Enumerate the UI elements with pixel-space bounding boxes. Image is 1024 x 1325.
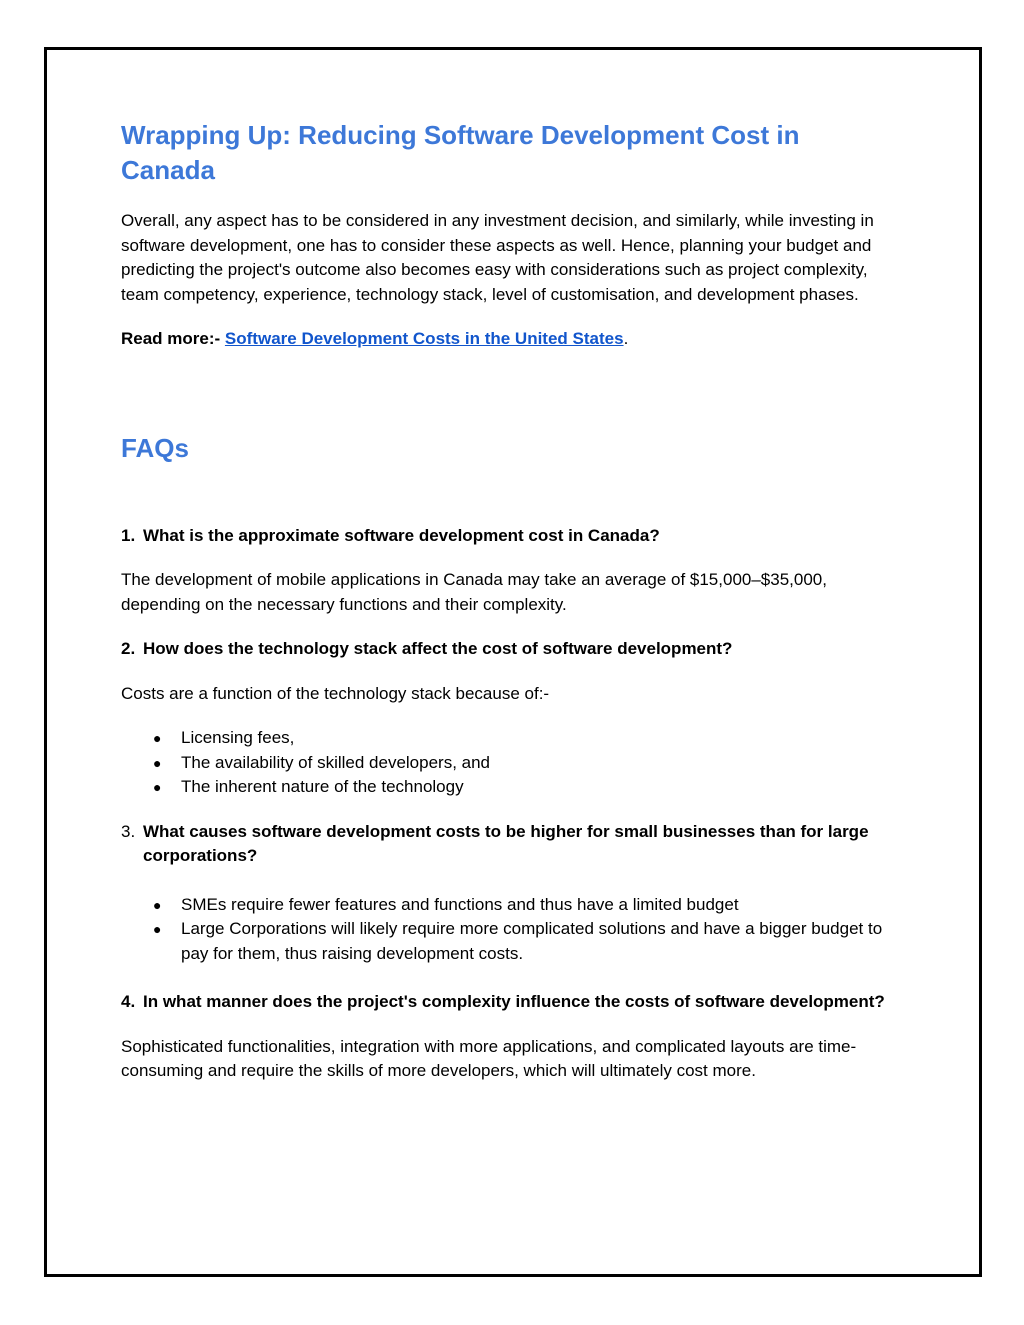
bullet-icon: ●	[153, 779, 162, 795]
list-item: ● Large Corporations will likely require more complicated solutions and have a bigger budget to pay for them, thus raising development costs.	[153, 919, 883, 963]
faq-number-2: 2.	[121, 639, 136, 658]
heading-line-2: Canada	[121, 155, 215, 185]
bullet-icon: ●	[153, 730, 162, 746]
faq-answer-1: The development of mobile applications in Canada may take an average of $15,000–$35,000, depending on the necessary functions and their complexity.	[121, 570, 827, 614]
faq-question-2	[121, 637, 901, 662]
bullet-icon: ●	[153, 896, 162, 913]
list-item: ● SMEs require fewer features and functions and thus have a limited budget	[121, 893, 901, 918]
faq-question-4-text: In what manner does the project's complexity influence the costs of software development?	[143, 992, 885, 1011]
read-more-line	[121, 327, 901, 352]
heading-line-1: Wrapping Up: Reducing Software Development Cost in	[121, 120, 800, 150]
document-body	[121, 118, 901, 1084]
section-heading-wrapping-up	[121, 118, 901, 188]
faq-question-3-text: What causes software development costs to be higher for small businesses than for large corporations?	[143, 821, 869, 865]
bullet-icon: ●	[153, 921, 162, 937]
faq-question-3	[121, 820, 901, 869]
list-item: ● Licensing fees,	[121, 726, 901, 751]
read-more-label: Read more:-	[121, 329, 225, 348]
read-more-period: .	[623, 329, 629, 348]
read-more-link[interactable]: Software Development Costs in the United States	[224, 329, 624, 348]
summary-paragraph: Overall, any aspect has to be considered in any investment decision, and similarly, while investing in software development, one has to consider these aspects as well. Hence, planning your budget and predicting the project's outcome also becomes easy with considerations such as project complexity, team competency, experience, technology stack, level of customisation, and development phases.	[121, 211, 874, 304]
faq-number-3: 3.	[121, 821, 136, 841]
faq-question-1-text: What is the approximate software development cost in Canada?	[143, 525, 660, 545]
faq-number-4: 4.	[121, 992, 136, 1011]
faq-answer-4: Sophisticated functionalities, integration with more applications, and complicated layouts are time-consuming and require the skills of more developers, which will ultimately cost more.	[121, 1036, 857, 1080]
faq-question-4	[121, 990, 901, 1015]
list-item: ● The availability of skilled developers, and	[121, 751, 901, 776]
faq-question-2-text: How does the technology stack affect the cost of software development?	[143, 639, 733, 658]
faqs-heading: FAQs	[121, 432, 189, 463]
bullet-icon: ●	[153, 754, 162, 771]
faq-number-1: 1.	[121, 525, 136, 545]
list-item: ● The inherent nature of the technology	[121, 775, 901, 800]
faq-question-1	[121, 524, 901, 549]
faq-answer-2: Costs are a function of the technology stack because of:-	[121, 683, 550, 703]
faq-2-bullet-list	[121, 726, 901, 800]
faq-3-bullet-list	[121, 893, 901, 967]
